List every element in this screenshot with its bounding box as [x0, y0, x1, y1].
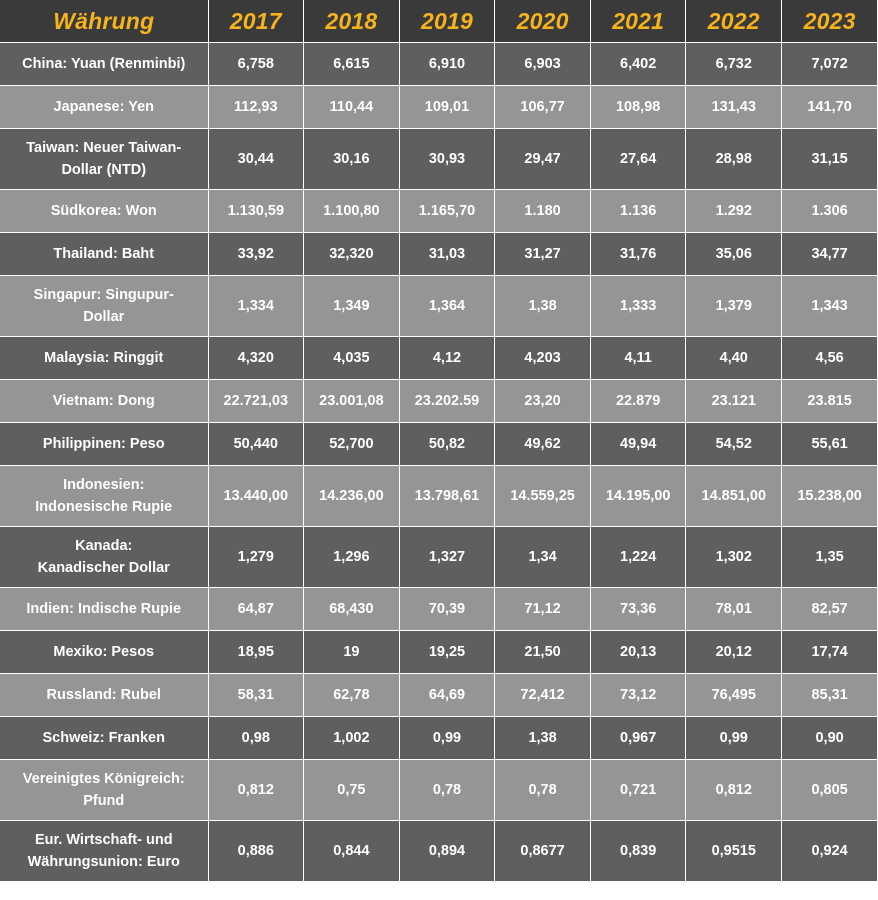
rate-cell: 0,721	[590, 760, 686, 821]
rate-cell: 0,812	[686, 760, 782, 821]
rate-cell: 64,69	[399, 674, 495, 717]
table-row	[0, 717, 877, 760]
rate-cell: 82,57	[782, 588, 878, 631]
rate-cell: 0,8677	[495, 821, 591, 882]
currency-label	[0, 233, 208, 276]
rate-cell: 17,74	[782, 631, 878, 674]
header-row	[0, 0, 877, 43]
table-body	[0, 43, 877, 882]
rate-cell: 1.292	[686, 190, 782, 233]
rate-cell: 108,98	[590, 86, 686, 129]
currency-label	[0, 631, 208, 674]
table-row	[0, 760, 877, 821]
table-row	[0, 276, 877, 337]
rate-cell: 1,224	[590, 527, 686, 588]
rate-cell: 1,333	[590, 276, 686, 337]
currency-label-line: Russland: Rubel	[46, 687, 161, 703]
currency-label-line: Indonesien:	[63, 477, 145, 493]
currency-label	[0, 527, 208, 588]
rate-cell: 68,430	[304, 588, 400, 631]
year-header: 2017	[208, 0, 304, 43]
rate-cell: 4,56	[782, 337, 878, 380]
rate-cell: 131,43	[686, 86, 782, 129]
currency-label-line: Indonesische Rupie	[35, 499, 173, 515]
rate-cell: 23.121	[686, 380, 782, 423]
table-row	[0, 423, 877, 466]
rate-cell: 22.879	[590, 380, 686, 423]
year-header: 2019	[399, 0, 495, 43]
currency-label	[0, 760, 208, 821]
currency-label-line: Südkorea: Won	[50, 203, 157, 219]
rate-cell: 0,886	[208, 821, 304, 882]
rate-cell: 6,732	[686, 43, 782, 86]
currency-label-line: Malaysia: Ringgit	[44, 350, 164, 366]
currency-label	[0, 86, 208, 129]
rate-cell: 1,296	[304, 527, 400, 588]
rate-cell: 6,910	[399, 43, 495, 86]
rate-cell: 20,12	[686, 631, 782, 674]
currency-label-line: Dollar	[83, 309, 125, 325]
currency-label	[0, 43, 208, 86]
currency-label	[0, 190, 208, 233]
rate-cell: 14.236,00	[304, 466, 400, 527]
currency-label	[0, 466, 208, 527]
rate-cell: 1,334	[208, 276, 304, 337]
year-header: 2023	[782, 0, 878, 43]
table-row	[0, 43, 877, 86]
table-row	[0, 674, 877, 717]
rate-cell: 50,440	[208, 423, 304, 466]
rate-cell: 58,31	[208, 674, 304, 717]
rate-cell: 1.130,59	[208, 190, 304, 233]
table-row	[0, 588, 877, 631]
currency-label-line: Taiwan: Neuer Taiwan-	[26, 140, 182, 156]
table-row	[0, 821, 877, 882]
rate-cell: 34,77	[782, 233, 878, 276]
rate-cell: 0,78	[399, 760, 495, 821]
currency-label-line: Japanese: Yen	[53, 99, 154, 115]
rate-cell: 33,92	[208, 233, 304, 276]
currency-label-line: Eur. Wirtschaft- und	[34, 832, 173, 848]
rate-cell: 1,379	[686, 276, 782, 337]
rate-cell: 54,52	[686, 423, 782, 466]
table-row	[0, 380, 877, 423]
rate-cell: 4,40	[686, 337, 782, 380]
rate-cell: 4,12	[399, 337, 495, 380]
table-row	[0, 466, 877, 527]
rate-cell: 0,90	[782, 717, 878, 760]
table-row	[0, 337, 877, 380]
currency-label-line: Schweiz: Franken	[42, 730, 165, 746]
rate-cell: 49,94	[590, 423, 686, 466]
rate-cell: 22.721,03	[208, 380, 304, 423]
rate-cell: 1,327	[399, 527, 495, 588]
currency-label-line: Vereinigtes Königreich:	[22, 771, 185, 787]
rate-cell: 4,035	[304, 337, 400, 380]
table-row	[0, 631, 877, 674]
currency-label-line: Thailand: Baht	[53, 246, 155, 262]
year-header: 2022	[686, 0, 782, 43]
rate-cell: 85,31	[782, 674, 878, 717]
rate-cell: 73,36	[590, 588, 686, 631]
table-row	[0, 86, 877, 129]
rate-cell: 1,35	[782, 527, 878, 588]
rate-cell: 21,50	[495, 631, 591, 674]
rate-cell: 30,44	[208, 129, 304, 190]
currency-label	[0, 423, 208, 466]
rate-cell: 0,924	[782, 821, 878, 882]
rate-cell: 72,412	[495, 674, 591, 717]
rate-cell: 0,967	[590, 717, 686, 760]
rate-cell: 1.306	[782, 190, 878, 233]
rate-cell: 4,320	[208, 337, 304, 380]
currency-label-line: China: Yuan (Renminbi)	[22, 56, 186, 72]
rate-cell: 18,95	[208, 631, 304, 674]
rate-cell: 50,82	[399, 423, 495, 466]
rate-cell: 31,27	[495, 233, 591, 276]
rate-cell: 1,34	[495, 527, 591, 588]
rate-cell: 14.559,25	[495, 466, 591, 527]
rate-cell: 31,15	[782, 129, 878, 190]
rate-cell: 19	[304, 631, 400, 674]
rate-cell: 23.001,08	[304, 380, 400, 423]
rate-cell: 1.180	[495, 190, 591, 233]
rate-cell: 0,894	[399, 821, 495, 882]
rate-cell: 0,99	[686, 717, 782, 760]
rate-cell: 6,903	[495, 43, 591, 86]
rate-cell: 4,203	[495, 337, 591, 380]
rate-cell: 106,77	[495, 86, 591, 129]
year-header: 2020	[495, 0, 591, 43]
currency-column-header: Währung	[0, 0, 208, 43]
currency-label-line: Indien: Indische Rupie	[26, 601, 182, 617]
rate-cell: 1,349	[304, 276, 400, 337]
rate-cell: 13.798,61	[399, 466, 495, 527]
rate-cell: 7,072	[782, 43, 878, 86]
rate-cell: 0,812	[208, 760, 304, 821]
rate-cell: 52,700	[304, 423, 400, 466]
rate-cell: 23.815	[782, 380, 878, 423]
rate-cell: 109,01	[399, 86, 495, 129]
rate-cell: 23,20	[495, 380, 591, 423]
rate-cell: 27,64	[590, 129, 686, 190]
rate-cell: 20,13	[590, 631, 686, 674]
year-header: 2021	[590, 0, 686, 43]
rate-cell: 0,75	[304, 760, 400, 821]
rate-cell: 1,279	[208, 527, 304, 588]
table-row	[0, 190, 877, 233]
rate-cell: 0,844	[304, 821, 400, 882]
rate-cell: 32,320	[304, 233, 400, 276]
rate-cell: 1,38	[495, 276, 591, 337]
rate-cell: 110,44	[304, 86, 400, 129]
currency-label	[0, 821, 208, 882]
currency-label	[0, 380, 208, 423]
rate-cell: 15.238,00	[782, 466, 878, 527]
currency-label	[0, 337, 208, 380]
rate-cell: 1.100,80	[304, 190, 400, 233]
rate-cell: 28,98	[686, 129, 782, 190]
rate-cell: 55,61	[782, 423, 878, 466]
rate-cell: 62,78	[304, 674, 400, 717]
year-header: 2018	[304, 0, 400, 43]
rate-cell: 0,78	[495, 760, 591, 821]
rate-cell: 78,01	[686, 588, 782, 631]
currency-label	[0, 674, 208, 717]
table-row	[0, 129, 877, 190]
rate-cell: 0,805	[782, 760, 878, 821]
rate-cell: 35,06	[686, 233, 782, 276]
rate-cell: 4,11	[590, 337, 686, 380]
rate-cell: 0,98	[208, 717, 304, 760]
rate-cell: 49,62	[495, 423, 591, 466]
rate-cell: 112,93	[208, 86, 304, 129]
currency-label-line: Kanada:	[75, 538, 133, 554]
rate-cell: 6,758	[208, 43, 304, 86]
rate-cell: 23.202.59	[399, 380, 495, 423]
currency-label-line: Währungsunion: Euro	[27, 854, 180, 870]
rate-cell: 31,76	[590, 233, 686, 276]
rate-cell: 70,39	[399, 588, 495, 631]
rate-cell: 64,87	[208, 588, 304, 631]
rate-cell: 13.440,00	[208, 466, 304, 527]
currency-label	[0, 129, 208, 190]
rate-cell: 31,03	[399, 233, 495, 276]
rate-cell: 1,302	[686, 527, 782, 588]
currency-label	[0, 717, 208, 760]
rate-cell: 29,47	[495, 129, 591, 190]
rate-cell: 19,25	[399, 631, 495, 674]
rate-cell: 1,002	[304, 717, 400, 760]
rate-cell: 76,495	[686, 674, 782, 717]
currency-label-line: Pfund	[83, 793, 125, 809]
rate-cell: 30,93	[399, 129, 495, 190]
rate-cell: 14.851,00	[686, 466, 782, 527]
table-row	[0, 233, 877, 276]
rate-cell: 0,9515	[686, 821, 782, 882]
rate-cell: 1,38	[495, 717, 591, 760]
currency-label-line: Singapur: Singupur-	[33, 287, 174, 303]
currency-label-line: Dollar (NTD)	[61, 162, 147, 178]
rate-cell: 30,16	[304, 129, 400, 190]
rate-cell: 0,99	[399, 717, 495, 760]
rate-cell: 1.165,70	[399, 190, 495, 233]
rate-cell: 141,70	[782, 86, 878, 129]
currency-label-line: Mexiko: Pesos	[53, 644, 155, 660]
currency-label-line: Vietnam: Dong	[52, 393, 155, 409]
rate-cell: 1.136	[590, 190, 686, 233]
rate-cell: 6,402	[590, 43, 686, 86]
rate-cell: 71,12	[495, 588, 591, 631]
currency-label	[0, 276, 208, 337]
rate-cell: 0,839	[590, 821, 686, 882]
table-header	[0, 0, 877, 43]
currency-label-line: Kanadischer Dollar	[37, 560, 170, 576]
currency-label-line: Philippinen: Peso	[42, 436, 165, 452]
rate-cell: 1,343	[782, 276, 878, 337]
rate-cell: 14.195,00	[590, 466, 686, 527]
table-row	[0, 527, 877, 588]
rate-cell: 73,12	[590, 674, 686, 717]
currency-label	[0, 588, 208, 631]
rate-cell: 1,364	[399, 276, 495, 337]
rate-cell: 6,615	[304, 43, 400, 86]
